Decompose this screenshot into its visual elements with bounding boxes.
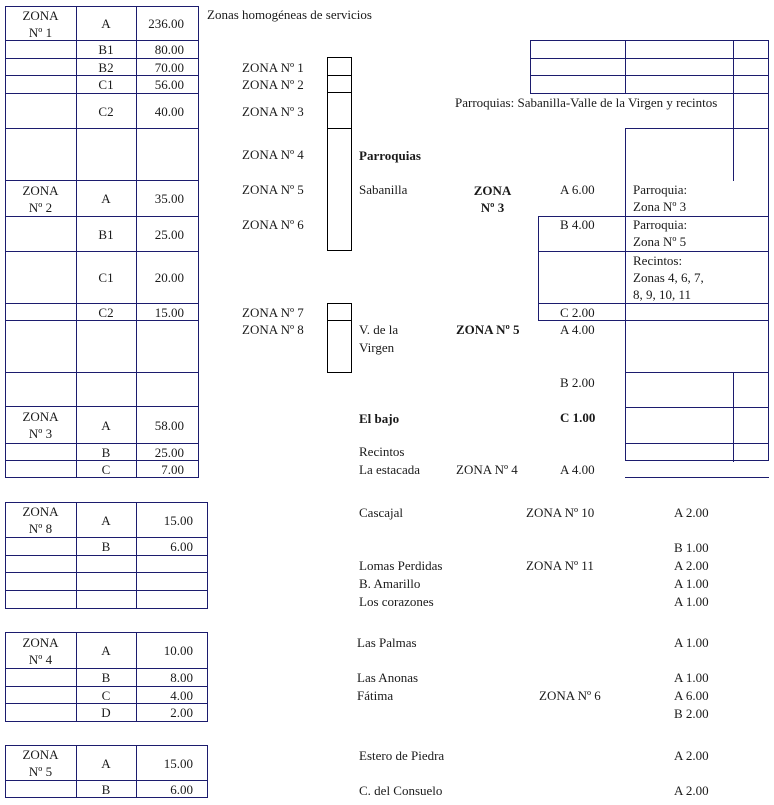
estacada-a: A 4.00 bbox=[560, 462, 595, 477]
zone-cell: ZONA Nº 8 bbox=[22, 504, 59, 536]
recinto-name: Cascajal bbox=[359, 505, 404, 520]
letter-cell: B2 bbox=[98, 59, 114, 75]
grid-line bbox=[733, 93, 734, 128]
letter-cell: A bbox=[101, 755, 111, 771]
value-cell: 7.00 bbox=[161, 461, 184, 477]
zone-box-line bbox=[351, 303, 352, 373]
grid-line bbox=[625, 460, 769, 461]
grid-line bbox=[538, 320, 769, 321]
recintos-label: Recintos bbox=[359, 444, 405, 459]
recinto-value: A 2.00 bbox=[674, 748, 709, 763]
value-cell: 58.00 bbox=[154, 417, 184, 433]
letter-cell: B1 bbox=[98, 42, 114, 57]
letter-cell: B bbox=[101, 781, 111, 797]
grid-line bbox=[530, 40, 531, 93]
zone-list-item: ZONA Nº 3 bbox=[242, 104, 304, 119]
vvirgen-c: C 1.00 bbox=[560, 410, 596, 425]
table-row-line bbox=[5, 608, 208, 609]
recinto-name: Las Palmas bbox=[357, 635, 417, 650]
recinto-value: A 2.00 bbox=[674, 558, 709, 573]
value-cell: 4.00 bbox=[170, 687, 193, 703]
zone-cell: ZONA Nº 5 bbox=[22, 747, 59, 779]
recinto-name: B. Amarillo bbox=[359, 576, 421, 591]
recinto-zone: ZONA Nº 6 bbox=[539, 688, 601, 703]
letter-cell: C2 bbox=[98, 304, 114, 320]
zone-box-line bbox=[327, 303, 352, 304]
letter-cell: D bbox=[101, 705, 111, 720]
table-row-line bbox=[5, 590, 208, 591]
parroquia-sabanilla: Sabanilla bbox=[359, 182, 408, 197]
table-column-line bbox=[198, 406, 199, 478]
recinto-name: Las Anonas bbox=[357, 670, 419, 685]
value-cell: 10.00 bbox=[163, 643, 193, 658]
zone-box-line bbox=[351, 57, 352, 251]
grid-line bbox=[538, 216, 539, 320]
grid-line bbox=[625, 372, 769, 373]
letter-cell: C1 bbox=[98, 270, 114, 285]
zone-list-item: ZONA Nº 8 bbox=[242, 322, 304, 337]
letter-cell: C2 bbox=[98, 103, 114, 119]
zone-list-item: ZONA Nº 6 bbox=[242, 217, 304, 232]
recinto-name: C. del Consuelo bbox=[359, 783, 443, 798]
value-cell: 6.00 bbox=[170, 539, 193, 554]
parroquia-valle-virgen: V. de la Virgen bbox=[359, 322, 399, 355]
value-cell: 35.00 bbox=[154, 191, 184, 206]
grid-line bbox=[625, 443, 769, 444]
note-parroquia-zona3: Parroquia: Zona Nº 3 bbox=[633, 182, 688, 214]
grid-line bbox=[530, 75, 769, 76]
value-cell: 56.00 bbox=[154, 77, 184, 92]
zone-box-line bbox=[327, 75, 352, 76]
grid-line bbox=[625, 477, 769, 478]
letter-cell: A bbox=[101, 643, 111, 658]
page-title: Zonas homogéneas de servicios bbox=[207, 7, 372, 22]
value-cell: 15.00 bbox=[163, 512, 193, 528]
grid-line bbox=[768, 40, 769, 93]
recinto-value: A 1.00 bbox=[674, 594, 709, 609]
sabanilla-b: B 4.00 bbox=[560, 217, 595, 232]
table-row-line bbox=[5, 128, 199, 129]
recinto-la-estacada: La estacada bbox=[359, 462, 420, 477]
recinto-name: Estero de Piedra bbox=[359, 748, 445, 763]
recinto-el-bajo: El bajo bbox=[359, 411, 400, 426]
recinto-value: A 6.00 bbox=[674, 688, 709, 703]
zone-list-item: ZONA Nº 2 bbox=[242, 77, 304, 92]
letter-cell: A bbox=[101, 16, 111, 31]
table-row-line bbox=[5, 555, 208, 556]
recinto-zone: ZONA Nº 11 bbox=[526, 558, 594, 573]
grid-line bbox=[625, 40, 626, 93]
value-cell: 15.00 bbox=[154, 304, 184, 320]
value-cell: 20.00 bbox=[154, 270, 184, 285]
letter-cell: B bbox=[101, 670, 111, 685]
grid-line bbox=[538, 251, 769, 252]
grid-line bbox=[733, 128, 734, 181]
zone-box-line bbox=[327, 128, 352, 129]
zona5-label: ZONA Nº 5 bbox=[456, 322, 520, 337]
letter-cell: C bbox=[101, 461, 111, 477]
note-recintos-zonas: Recintos: Zonas 4, 6, 7, 8, 9, 10, 11 bbox=[633, 253, 704, 302]
sabanilla-c: C 2.00 bbox=[560, 305, 595, 320]
value-cell: 2.00 bbox=[170, 705, 193, 720]
letter-cell: C1 bbox=[98, 77, 114, 92]
recinto-value: B 1.00 bbox=[674, 540, 709, 555]
table-column-line bbox=[207, 632, 208, 722]
recinto-name: Los corazones bbox=[359, 594, 434, 609]
letter-cell: B bbox=[101, 539, 111, 554]
grid-line bbox=[768, 93, 769, 461]
zone-cell: ZONA Nº 4 bbox=[22, 634, 59, 667]
recinto-value: A 1.00 bbox=[674, 670, 709, 685]
grid-line bbox=[538, 216, 769, 217]
zone-cell: ZONA Nº 1 bbox=[22, 7, 59, 40]
grid-line bbox=[733, 40, 734, 93]
value-cell: 70.00 bbox=[154, 59, 184, 75]
letter-cell: B bbox=[101, 444, 111, 460]
vvirgen-b: B 2.00 bbox=[560, 375, 595, 390]
letter-cell: B1 bbox=[98, 226, 114, 242]
grid-line bbox=[538, 303, 769, 304]
table-row-line bbox=[5, 372, 199, 373]
value-cell: 80.00 bbox=[154, 42, 184, 57]
zone-list-item: ZONA Nº 1 bbox=[242, 60, 304, 75]
table-row-line bbox=[5, 572, 208, 573]
zone-list-item: ZONA Nº 5 bbox=[242, 182, 304, 197]
zone-box-line bbox=[327, 92, 352, 93]
zone-box-line bbox=[327, 250, 352, 251]
recinto-value: B 2.00 bbox=[674, 706, 709, 721]
recinto-value: A 2.00 bbox=[674, 505, 709, 520]
recinto-name: Fátima bbox=[357, 688, 394, 703]
grid-line bbox=[625, 128, 769, 129]
parroquias-label: Parroquias bbox=[359, 148, 421, 163]
recinto-value: A 1.00 bbox=[674, 635, 709, 650]
letter-cell: A bbox=[101, 191, 111, 206]
table-row-line bbox=[5, 721, 208, 722]
vvirgen-a: A 4.00 bbox=[560, 322, 595, 337]
value-cell: 8.00 bbox=[170, 670, 193, 685]
grid-line bbox=[625, 128, 626, 461]
letter-cell: A bbox=[101, 417, 111, 433]
parroquias-heading: Parroquias: Sabanilla-Valle de la Virgen y recintos bbox=[455, 95, 718, 110]
grid-line bbox=[530, 58, 769, 59]
recinto-zone: ZONA Nº 10 bbox=[526, 505, 595, 520]
zone-list-item: ZONA Nº 4 bbox=[242, 147, 304, 162]
zone-list-item: ZONA Nº 7 bbox=[242, 305, 304, 320]
value-cell: 236.00 bbox=[148, 16, 184, 31]
zona4-label: ZONA Nº 4 bbox=[456, 462, 518, 477]
grid-line bbox=[768, 93, 769, 128]
value-cell: 15.00 bbox=[163, 755, 193, 771]
value-cell: 6.00 bbox=[170, 781, 193, 797]
zone-box-line bbox=[327, 57, 352, 58]
sabanilla-a: A 6.00 bbox=[560, 182, 595, 197]
grid-line bbox=[625, 407, 769, 408]
value-cell: 40.00 bbox=[154, 103, 184, 119]
recinto-name: Lomas Perdidas bbox=[359, 558, 443, 573]
note-parroquia-zona5: Parroquia: Zona Nº 5 bbox=[633, 217, 688, 249]
letter-cell: A bbox=[101, 512, 111, 528]
recinto-value: A 1.00 bbox=[674, 576, 709, 591]
letter-cell: C bbox=[101, 687, 111, 703]
zone-box-line bbox=[327, 372, 352, 373]
recinto-value: A 2.00 bbox=[674, 783, 709, 798]
zone-cell: ZONA Nº 3 bbox=[22, 409, 59, 441]
zone-cell: ZONA Nº 2 bbox=[22, 182, 59, 215]
table-column-line bbox=[207, 745, 208, 798]
zona3-label: ZONA Nº 3 bbox=[473, 183, 512, 215]
grid-line bbox=[733, 372, 734, 462]
zone-box-line bbox=[327, 303, 328, 373]
value-cell: 25.00 bbox=[154, 444, 184, 460]
value-cell: 25.00 bbox=[154, 226, 184, 242]
grid-line bbox=[530, 40, 769, 41]
zone-box-line bbox=[327, 57, 328, 251]
zone-box-line bbox=[327, 320, 352, 321]
